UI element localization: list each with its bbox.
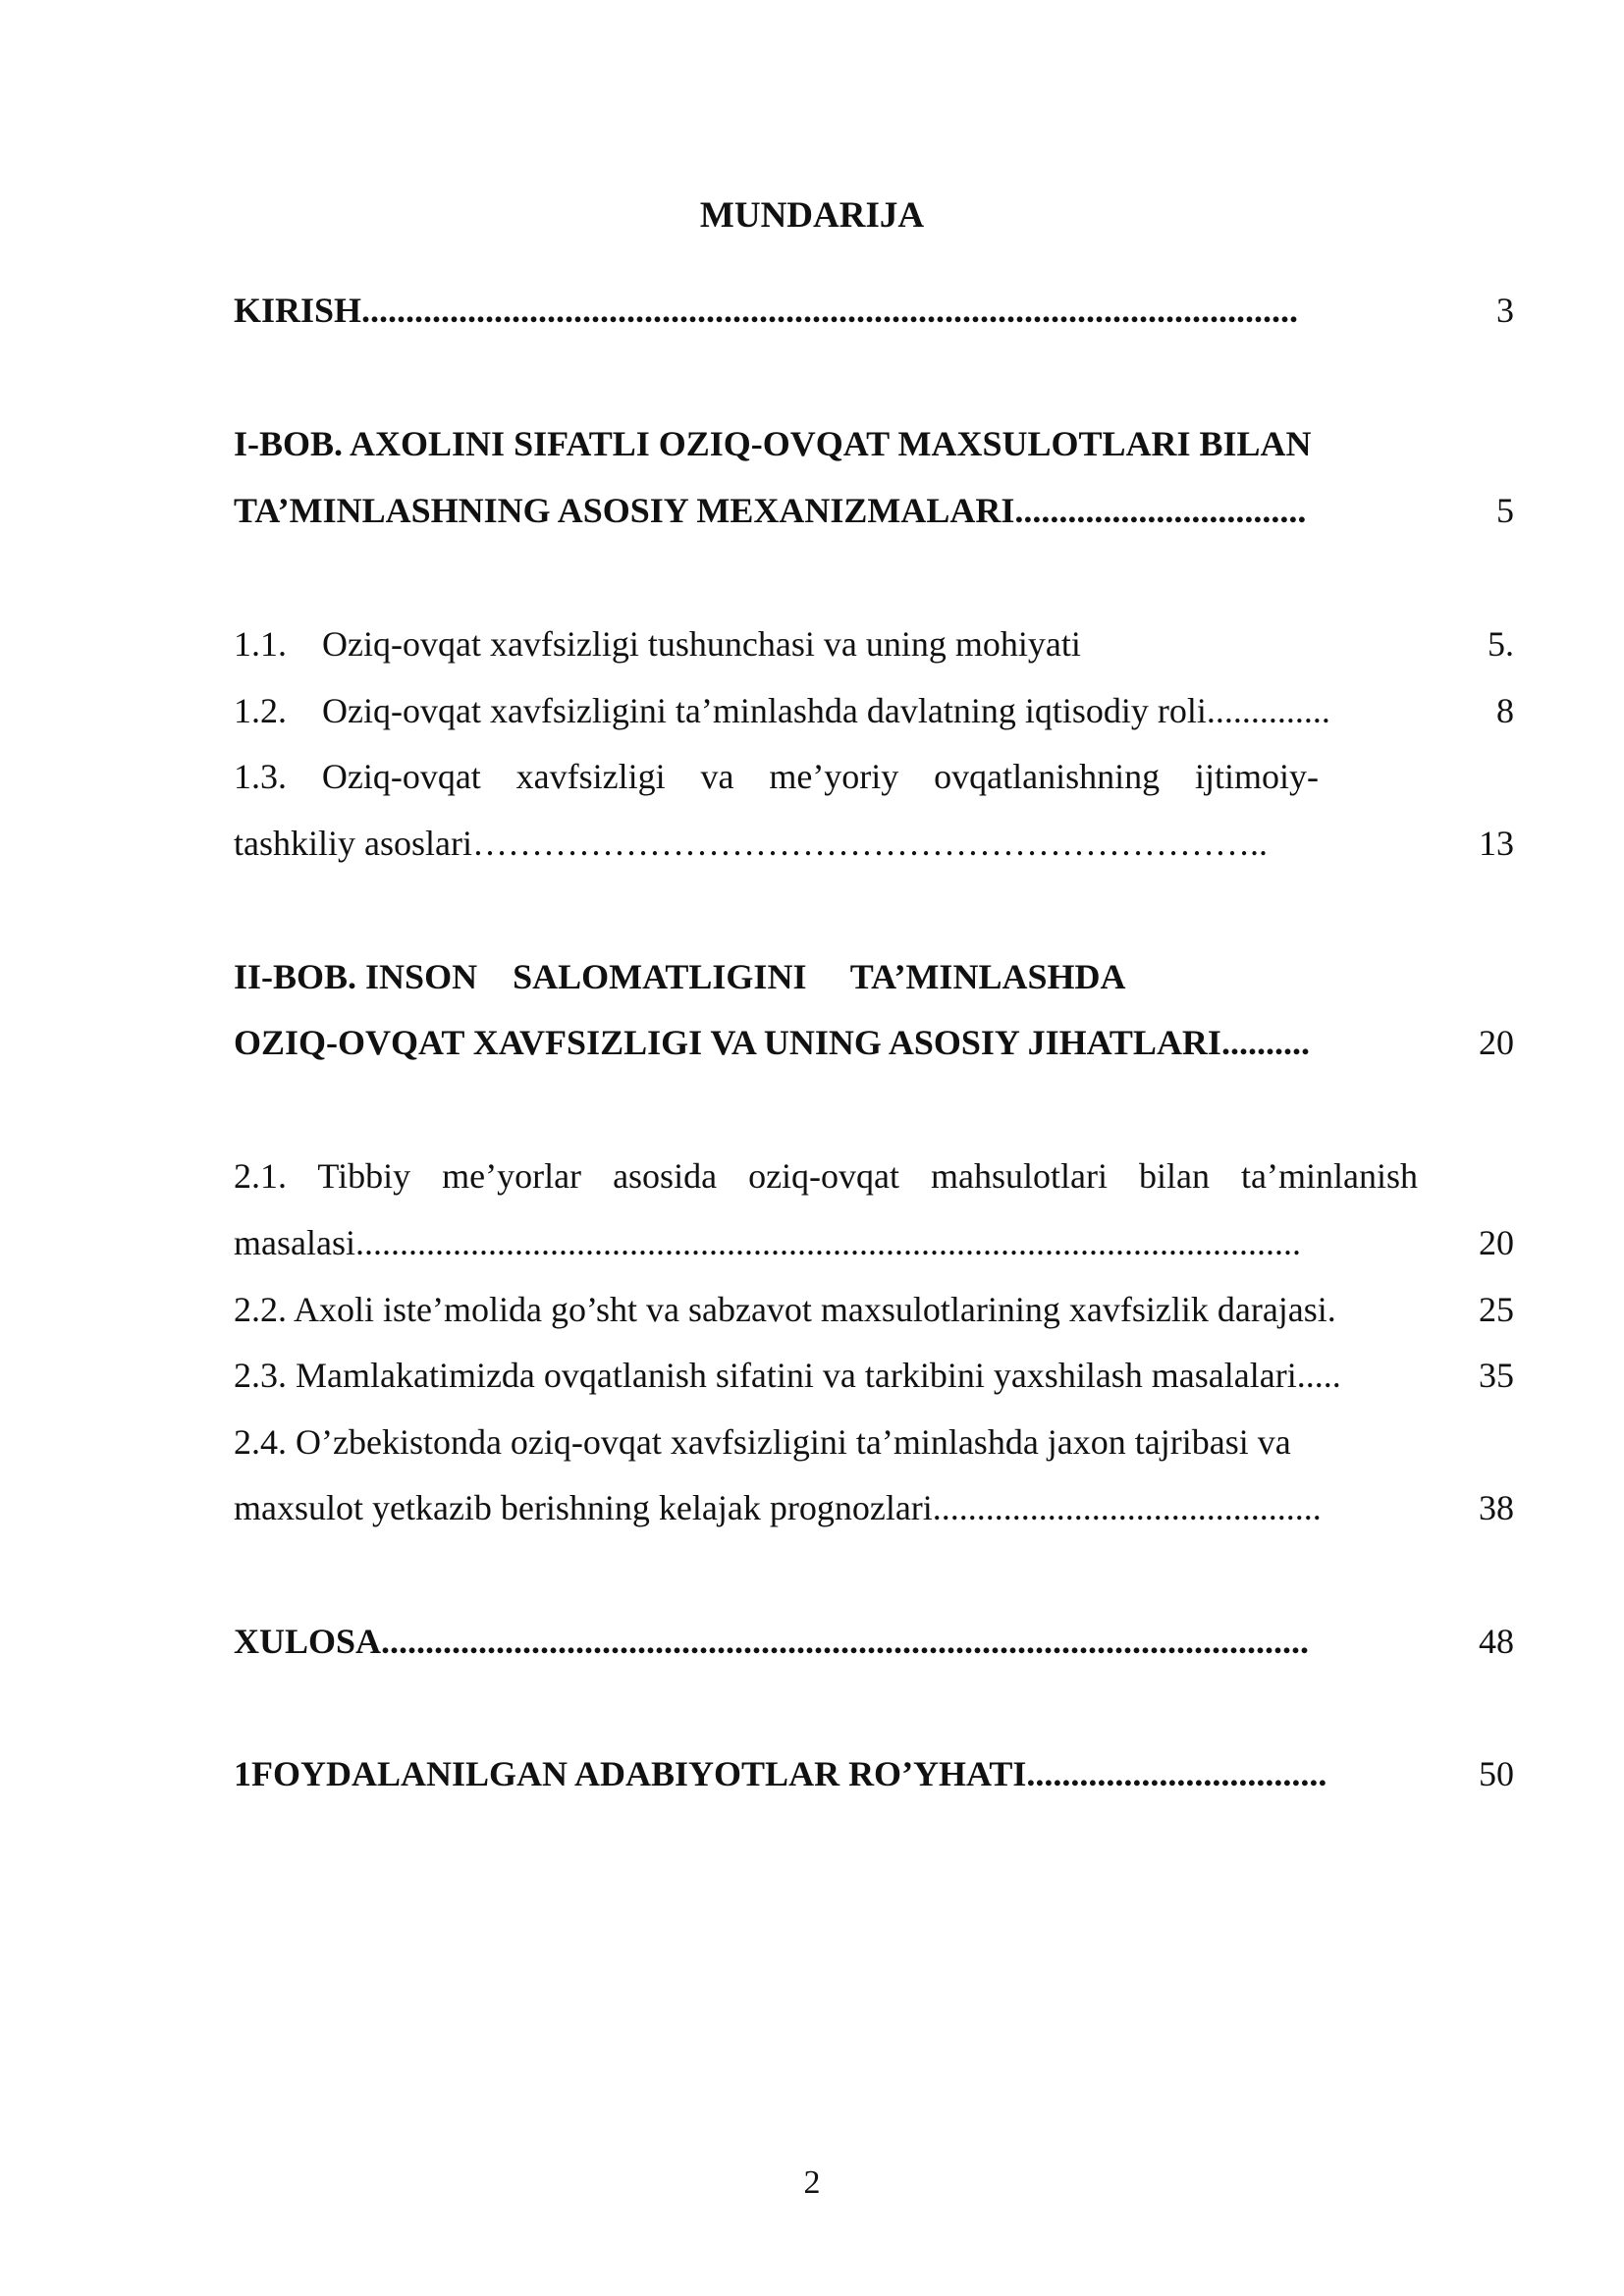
page-number: 2 xyxy=(803,2164,821,2201)
toc-page-conclusion: 48 xyxy=(1479,1622,1514,1661)
toc-entry-section-1-1: 1.1. Oziq-ovqat xavfsizligi tushunchasi va uning mohiyati xyxy=(234,624,1081,664)
toc-page-chapter2: 20 xyxy=(1479,1023,1514,1062)
toc-title: MUNDARIJA xyxy=(699,195,925,236)
toc-entry-chapter1-line1: I-BOB. AXOLINI SIFATLI OZIQ-OVQAT MAXSULOTLARI BILAN xyxy=(234,424,1312,463)
toc-entry-intro: KIRISH.......................................................................................................... xyxy=(234,291,1299,330)
toc-entry-section-2-4-line2: maxsulot yetkazib berishning kelajak prognozlari............................................ xyxy=(234,1488,1322,1527)
toc-page-section-1-2: 8 xyxy=(1496,691,1514,730)
toc-page-intro: 3 xyxy=(1496,291,1514,330)
toc-entry-section-2-1-line2: masalasi........................................................................................................... xyxy=(234,1223,1301,1262)
toc-entry-chapter1-line2: TA’MINLASHNING ASOSIY MEXANIZMALARI................................. xyxy=(234,491,1307,530)
toc-entry-section-1-3-line1: 1.3. Oziq-ovqat xavfsizligi va me’yoriy ovqatlanishning ijtimoiy- xyxy=(234,757,1319,796)
toc-entry-references: 1FOYDALANILGAN ADABIYOTLAR RO’YHATI.................................. xyxy=(234,1754,1327,1793)
toc-entry-section-2-2: 2.2. Axoli iste’molida go’sht va sabzavot maxsulotlarining xavfsizlik darajasi. xyxy=(234,1290,1336,1329)
toc-page-section-2-2: 25 xyxy=(1479,1290,1514,1329)
toc-page-section-2-4: 38 xyxy=(1479,1488,1514,1527)
toc-entry-section-1-2: 1.2. Oziq-ovqat xavfsizligini ta’minlashda davlatning iqtisodiy roli.............. xyxy=(234,691,1330,730)
toc-entry-chapter2-line2: OZIQ-OVQAT XAVFSIZLIGI VA UNING ASOSIY JIHATLARI.......... xyxy=(234,1023,1310,1062)
toc-page-section-2-3: 35 xyxy=(1479,1356,1514,1395)
toc-entry-conclusion: XULOSA......................................................................................................... xyxy=(234,1622,1310,1661)
toc-entry-section-1-3-line2: tashkiliy asoslari………………………………………………………….. xyxy=(234,824,1268,863)
toc-page-section-2-1: 20 xyxy=(1479,1223,1514,1262)
toc-entry-chapter2-line1: II-BOB. INSON SALOMATLIGINI TA’MINLASHDA xyxy=(234,957,1126,996)
toc-page-section-1-1: 5. xyxy=(1488,624,1514,664)
toc-entry-section-2-1-line1: 2.1. Tibbiy me’yorlar asosida oziq-ovqat mahsulotlari bilan ta’minlanish xyxy=(234,1156,1418,1196)
toc-entry-section-2-3: 2.3. Mamlakatimizda ovqatlanish sifatini va tarkibini yaxshilash masalalari..... xyxy=(234,1356,1341,1395)
toc-page-references: 50 xyxy=(1479,1754,1514,1793)
toc-page-chapter1: 5 xyxy=(1496,491,1514,530)
toc-entry-section-2-4-line1: 2.4. O’zbekistonda oziq-ovqat xavfsizligini ta’minlashda jaxon tajribasi va xyxy=(234,1422,1291,1462)
toc-page-section-1-3: 13 xyxy=(1479,824,1514,863)
